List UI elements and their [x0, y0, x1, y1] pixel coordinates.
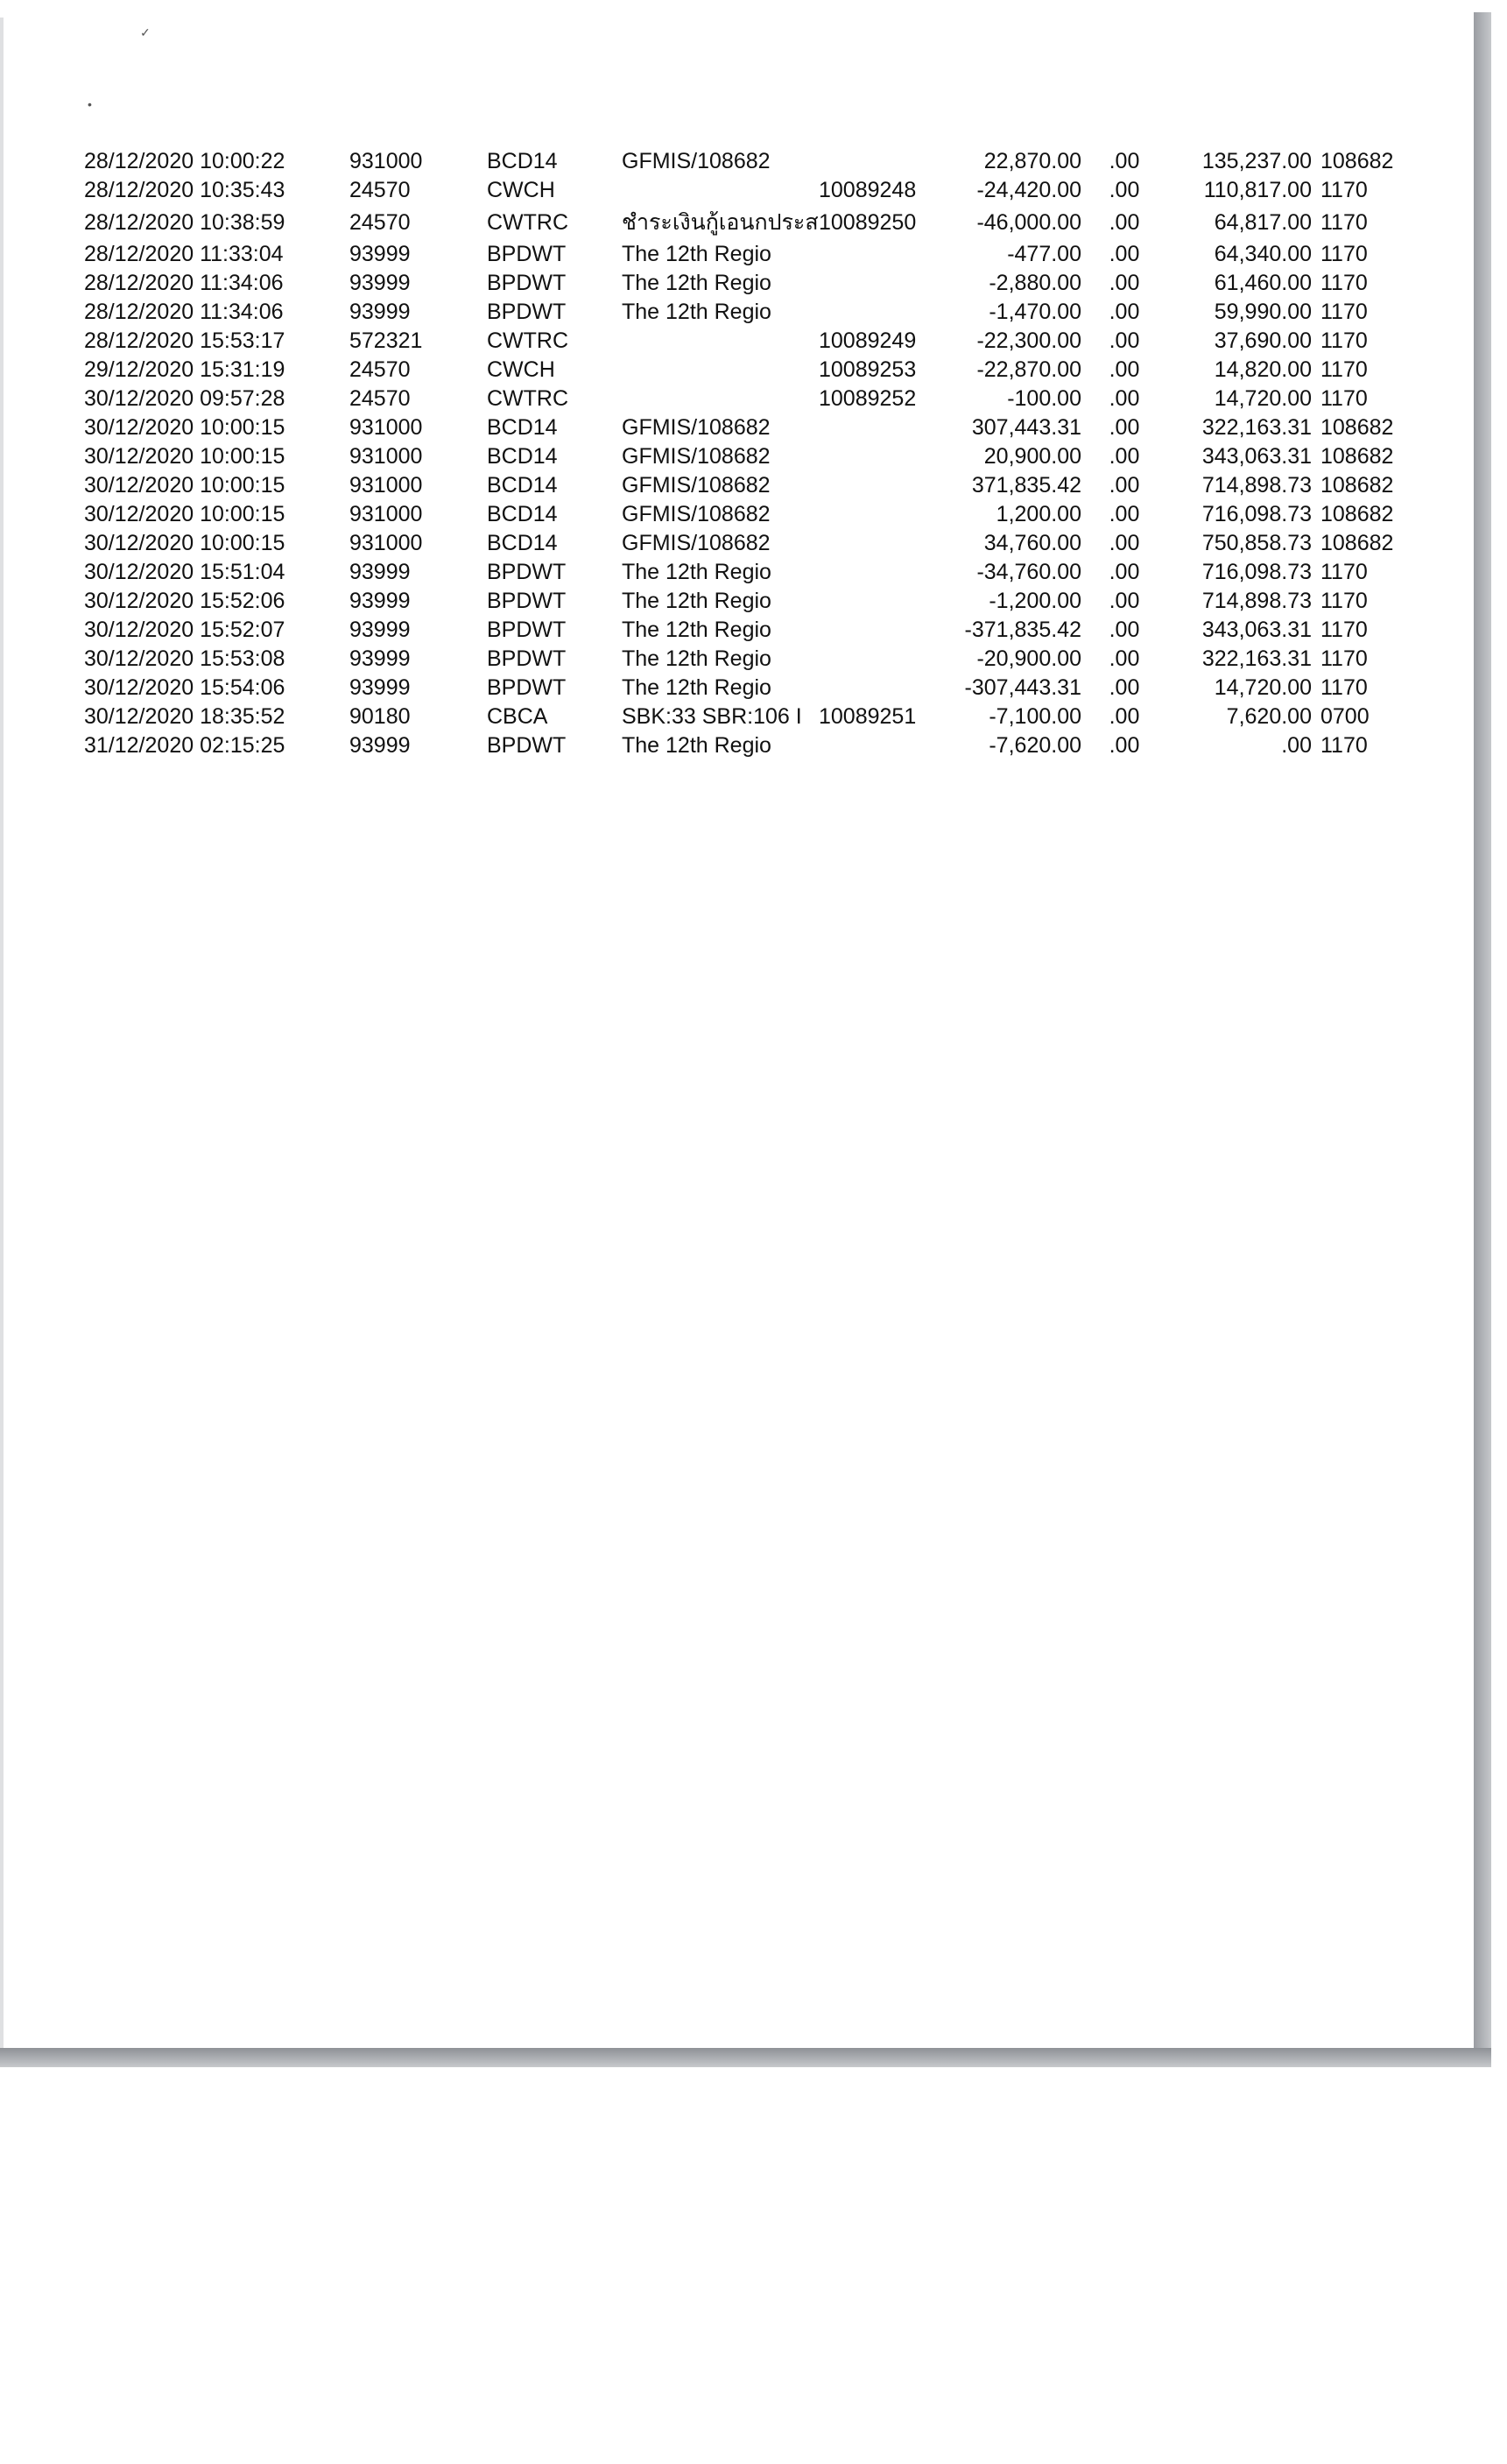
- row-description: [622, 385, 819, 413]
- row-zero-column: .00: [1109, 415, 1140, 440]
- row-description: ชำระเงินกู้เอนกประส: [622, 210, 819, 235]
- row-datetime: 28/12/2020 15:53:17: [84, 328, 285, 353]
- row-teller: 108682: [1320, 415, 1394, 440]
- row-zero-column: .00: [1109, 589, 1140, 613]
- row-description: The 12th Regio: [622, 618, 771, 642]
- row-zero-column: .00: [1109, 178, 1140, 202]
- table-row: [84, 674, 1408, 702]
- row-reference: [819, 616, 928, 645]
- row-branch: 93999: [349, 560, 411, 584]
- row-branch: 93999: [349, 589, 411, 613]
- row-branch: 93999: [349, 271, 411, 295]
- row-reference: 10089250: [819, 209, 917, 235]
- row-branch: 93999: [349, 300, 411, 324]
- row-zero-column: .00: [1109, 357, 1140, 382]
- row-balance: 322,163.31: [1201, 646, 1312, 671]
- row-code: CWCH: [487, 178, 555, 202]
- row-teller: 1170: [1320, 733, 1368, 758]
- row-teller: 1170: [1320, 300, 1368, 324]
- row-branch: 931000: [349, 473, 423, 498]
- row-reference: 10089252: [819, 386, 917, 411]
- table-row: [84, 558, 1408, 587]
- row-teller: 1170: [1320, 386, 1368, 411]
- row-datetime: 30/12/2020 15:52:07: [84, 618, 285, 642]
- row-reference: [819, 645, 928, 674]
- row-teller: 108682: [1320, 444, 1394, 469]
- table-row: [84, 500, 1408, 529]
- row-datetime: 30/12/2020 15:52:06: [84, 589, 285, 613]
- row-amount: -22,870.00: [976, 357, 1081, 382]
- row-teller: 1170: [1320, 271, 1368, 295]
- table-row: [84, 205, 1408, 240]
- row-balance: 343,063.31: [1201, 618, 1312, 642]
- row-zero-column: .00: [1109, 531, 1140, 555]
- row-zero-column: .00: [1109, 209, 1140, 235]
- row-description: GFMIS/108682: [622, 444, 771, 469]
- row-amount: -1,470.00: [989, 300, 1081, 324]
- row-zero-column: .00: [1109, 271, 1140, 295]
- row-balance: 64,817.00: [1214, 209, 1312, 235]
- table-row: [84, 269, 1408, 298]
- row-reference: [819, 240, 928, 269]
- row-amount: -307,443.31: [964, 675, 1081, 700]
- row-zero-column: .00: [1109, 618, 1140, 642]
- row-branch: 24570: [349, 209, 411, 235]
- row-zero-column: .00: [1109, 386, 1140, 411]
- row-teller: 108682: [1320, 149, 1394, 173]
- row-branch: 931000: [349, 531, 423, 555]
- scan-speck: ✓: [140, 25, 151, 39]
- row-balance: 343,063.31: [1201, 444, 1312, 469]
- row-amount: 307,443.31: [971, 415, 1081, 440]
- row-description: The 12th Regio: [622, 646, 771, 671]
- row-code: BPDWT: [487, 618, 567, 642]
- row-balance: 322,163.31: [1201, 415, 1312, 440]
- row-zero-column: .00: [1109, 444, 1140, 469]
- row-amount: -100.00: [1007, 386, 1081, 411]
- row-balance: 61,460.00: [1214, 271, 1312, 295]
- row-reference: 10089249: [819, 328, 917, 353]
- row-amount: -24,420.00: [976, 178, 1081, 202]
- row-datetime: 30/12/2020 10:00:15: [84, 502, 285, 526]
- row-zero-column: .00: [1109, 242, 1140, 266]
- row-zero-column: .00: [1109, 560, 1140, 584]
- row-teller: 108682: [1320, 473, 1394, 498]
- row-branch: 931000: [349, 149, 423, 173]
- scan-speck: •: [88, 97, 92, 111]
- row-datetime: 30/12/2020 10:00:15: [84, 473, 285, 498]
- row-reference: [819, 558, 928, 587]
- row-branch: 93999: [349, 618, 411, 642]
- row-code: BCD14: [487, 531, 558, 555]
- row-code: CBCA: [487, 704, 548, 729]
- row-description: The 12th Regio: [622, 560, 771, 584]
- row-amount: -7,100.00: [989, 704, 1081, 729]
- row-description: GFMIS/108682: [622, 149, 771, 173]
- table-row: [84, 327, 1408, 356]
- row-reference: [819, 442, 928, 471]
- row-code: BPDWT: [487, 733, 567, 758]
- row-teller: 108682: [1320, 531, 1394, 555]
- row-branch: 93999: [349, 733, 411, 758]
- row-zero-column: .00: [1109, 300, 1140, 324]
- row-datetime: 28/12/2020 10:38:59: [84, 209, 285, 235]
- row-code: CWCH: [487, 357, 555, 382]
- page-bottom-shadow: [0, 2048, 1491, 2067]
- row-reference: [819, 147, 928, 176]
- page-right-shadow: [1474, 12, 1491, 2067]
- row-datetime: 28/12/2020 11:34:06: [84, 300, 284, 324]
- row-zero-column: .00: [1109, 328, 1140, 353]
- row-reference: 10089251: [819, 704, 917, 729]
- row-amount: 22,870.00: [983, 149, 1081, 173]
- row-teller: 1170: [1320, 328, 1368, 353]
- row-zero-column: .00: [1109, 502, 1140, 526]
- table-row: [84, 147, 1408, 176]
- row-reference: [819, 413, 928, 442]
- table-row: [84, 240, 1408, 269]
- row-branch: 931000: [349, 502, 423, 526]
- row-amount: 1,200.00: [996, 502, 1081, 526]
- table-row: [84, 471, 1408, 500]
- row-description: The 12th Regio: [622, 675, 771, 700]
- row-reference: [819, 587, 928, 616]
- row-reference: [819, 500, 928, 529]
- row-reference: [819, 298, 928, 327]
- row-datetime: 30/12/2020 10:00:15: [84, 415, 285, 440]
- row-amount: -34,760.00: [976, 560, 1081, 584]
- row-code: BCD14: [487, 502, 558, 526]
- row-reference: [819, 529, 928, 558]
- row-zero-column: .00: [1109, 733, 1140, 758]
- row-datetime: 30/12/2020 15:54:06: [84, 675, 285, 700]
- row-code: BPDWT: [487, 589, 567, 613]
- row-amount: -1,200.00: [989, 589, 1081, 613]
- row-reference: [819, 674, 928, 702]
- row-branch: 93999: [349, 675, 411, 700]
- row-code: CWTRC: [487, 386, 569, 411]
- row-zero-column: .00: [1109, 675, 1140, 700]
- row-reference: [819, 269, 928, 298]
- row-datetime: 29/12/2020 15:31:19: [84, 357, 285, 382]
- row-balance: 716,098.73: [1201, 502, 1312, 526]
- row-amount: -20,900.00: [976, 646, 1081, 671]
- table-row: [84, 442, 1408, 471]
- row-description: GFMIS/108682: [622, 531, 771, 555]
- row-datetime: 30/12/2020 15:53:08: [84, 646, 285, 671]
- row-branch: 24570: [349, 178, 411, 202]
- row-description: GFMIS/108682: [622, 502, 771, 526]
- row-datetime: 28/12/2020 11:33:04: [84, 242, 284, 266]
- row-description: GFMIS/108682: [622, 415, 771, 440]
- row-description: The 12th Regio: [622, 300, 771, 324]
- row-teller: 1170: [1320, 209, 1368, 235]
- row-balance: 135,237.00: [1201, 149, 1312, 173]
- row-balance: 716,098.73: [1201, 560, 1312, 584]
- row-branch: 931000: [349, 444, 423, 469]
- table-row: [84, 731, 1408, 760]
- table-row: [84, 356, 1408, 385]
- row-code: BPDWT: [487, 271, 567, 295]
- row-description: [622, 356, 819, 385]
- row-branch: 90180: [349, 704, 411, 729]
- row-zero-column: .00: [1109, 646, 1140, 671]
- row-balance: 110,817.00: [1203, 178, 1312, 202]
- row-teller: 1170: [1320, 675, 1368, 700]
- row-balance: 14,720.00: [1214, 675, 1312, 700]
- row-amount: -2,880.00: [989, 271, 1081, 295]
- row-balance: 750,858.73: [1201, 531, 1312, 555]
- row-teller: 108682: [1320, 502, 1394, 526]
- row-description: SBK:33 SBR:106 I: [622, 704, 802, 729]
- row-reference: [819, 471, 928, 500]
- row-branch: 24570: [349, 357, 411, 382]
- row-code: BCD14: [487, 149, 558, 173]
- row-reference: 10089253: [819, 357, 917, 382]
- row-balance: 59,990.00: [1214, 300, 1312, 324]
- row-code: BCD14: [487, 444, 558, 469]
- row-teller: 1170: [1320, 646, 1368, 671]
- row-code: BPDWT: [487, 675, 567, 700]
- table-row: [84, 616, 1408, 645]
- row-amount: -22,300.00: [976, 328, 1081, 353]
- row-datetime: 28/12/2020 10:00:22: [84, 149, 285, 173]
- row-description: The 12th Regio: [622, 733, 771, 758]
- row-teller: 0700: [1320, 704, 1370, 729]
- row-datetime: 31/12/2020 02:15:25: [84, 733, 285, 758]
- table-row: [84, 385, 1408, 413]
- table-row: [84, 645, 1408, 674]
- row-zero-column: .00: [1109, 149, 1140, 173]
- row-balance: 714,898.73: [1201, 589, 1312, 613]
- row-datetime: 30/12/2020 10:00:15: [84, 444, 285, 469]
- row-teller: 1170: [1320, 357, 1368, 382]
- row-datetime: 30/12/2020 10:00:15: [84, 531, 285, 555]
- row-datetime: 28/12/2020 11:34:06: [84, 271, 284, 295]
- row-balance: 64,340.00: [1214, 242, 1312, 266]
- row-reference: [819, 731, 928, 760]
- row-balance: 7,620.00: [1226, 704, 1312, 729]
- row-zero-column: .00: [1109, 473, 1140, 498]
- row-branch: 93999: [349, 242, 411, 266]
- row-amount: 34,760.00: [983, 531, 1081, 555]
- row-branch: 931000: [349, 415, 423, 440]
- row-code: CWTRC: [487, 209, 569, 235]
- row-amount: 20,900.00: [983, 444, 1081, 469]
- page-left-edge: [0, 18, 4, 2050]
- row-description: The 12th Regio: [622, 589, 771, 613]
- row-teller: 1170: [1320, 560, 1368, 584]
- row-code: BPDWT: [487, 300, 567, 324]
- row-code: BPDWT: [487, 242, 567, 266]
- table-row: [84, 298, 1408, 327]
- row-teller: 1170: [1320, 242, 1368, 266]
- table-row: [84, 529, 1408, 558]
- row-amount: -477.00: [1007, 242, 1081, 266]
- transaction-rows: [84, 147, 1408, 760]
- row-amount: -371,835.42: [964, 618, 1081, 642]
- row-zero-column: .00: [1109, 704, 1140, 729]
- table-row: [84, 176, 1408, 205]
- row-description: [622, 327, 819, 356]
- row-datetime: 30/12/2020 18:35:52: [84, 704, 285, 729]
- row-teller: 1170: [1320, 589, 1368, 613]
- row-code: CWTRC: [487, 328, 569, 353]
- row-branch: 572321: [349, 328, 423, 353]
- row-amount: -7,620.00: [989, 733, 1081, 758]
- row-datetime: 28/12/2020 10:35:43: [84, 178, 285, 202]
- row-amount: 371,835.42: [971, 473, 1081, 498]
- row-code: BCD14: [487, 415, 558, 440]
- row-branch: 93999: [349, 646, 411, 671]
- row-code: BCD14: [487, 473, 558, 498]
- row-datetime: 30/12/2020 09:57:28: [84, 386, 285, 411]
- row-teller: 1170: [1320, 618, 1368, 642]
- row-description: The 12th Regio: [622, 242, 771, 266]
- row-teller: 1170: [1320, 178, 1368, 202]
- table-row: [84, 413, 1408, 442]
- row-balance: 714,898.73: [1201, 473, 1312, 498]
- transaction-table: [84, 147, 1408, 760]
- row-branch: 24570: [349, 386, 411, 411]
- row-description: The 12th Regio: [622, 271, 771, 295]
- row-description: [622, 176, 819, 205]
- row-balance: 14,720.00: [1214, 386, 1312, 411]
- row-description: GFMIS/108682: [622, 473, 771, 498]
- row-amount: -46,000.00: [976, 209, 1081, 235]
- row-datetime: 30/12/2020 15:51:04: [84, 560, 285, 584]
- row-reference: 10089248: [819, 178, 917, 202]
- row-balance: 14,820.00: [1214, 357, 1312, 382]
- row-code: BPDWT: [487, 560, 567, 584]
- row-balance: .00: [1281, 733, 1312, 758]
- table-row: [84, 587, 1408, 616]
- row-balance: 37,690.00: [1214, 328, 1312, 353]
- row-code: BPDWT: [487, 646, 567, 671]
- table-row: [84, 702, 1408, 731]
